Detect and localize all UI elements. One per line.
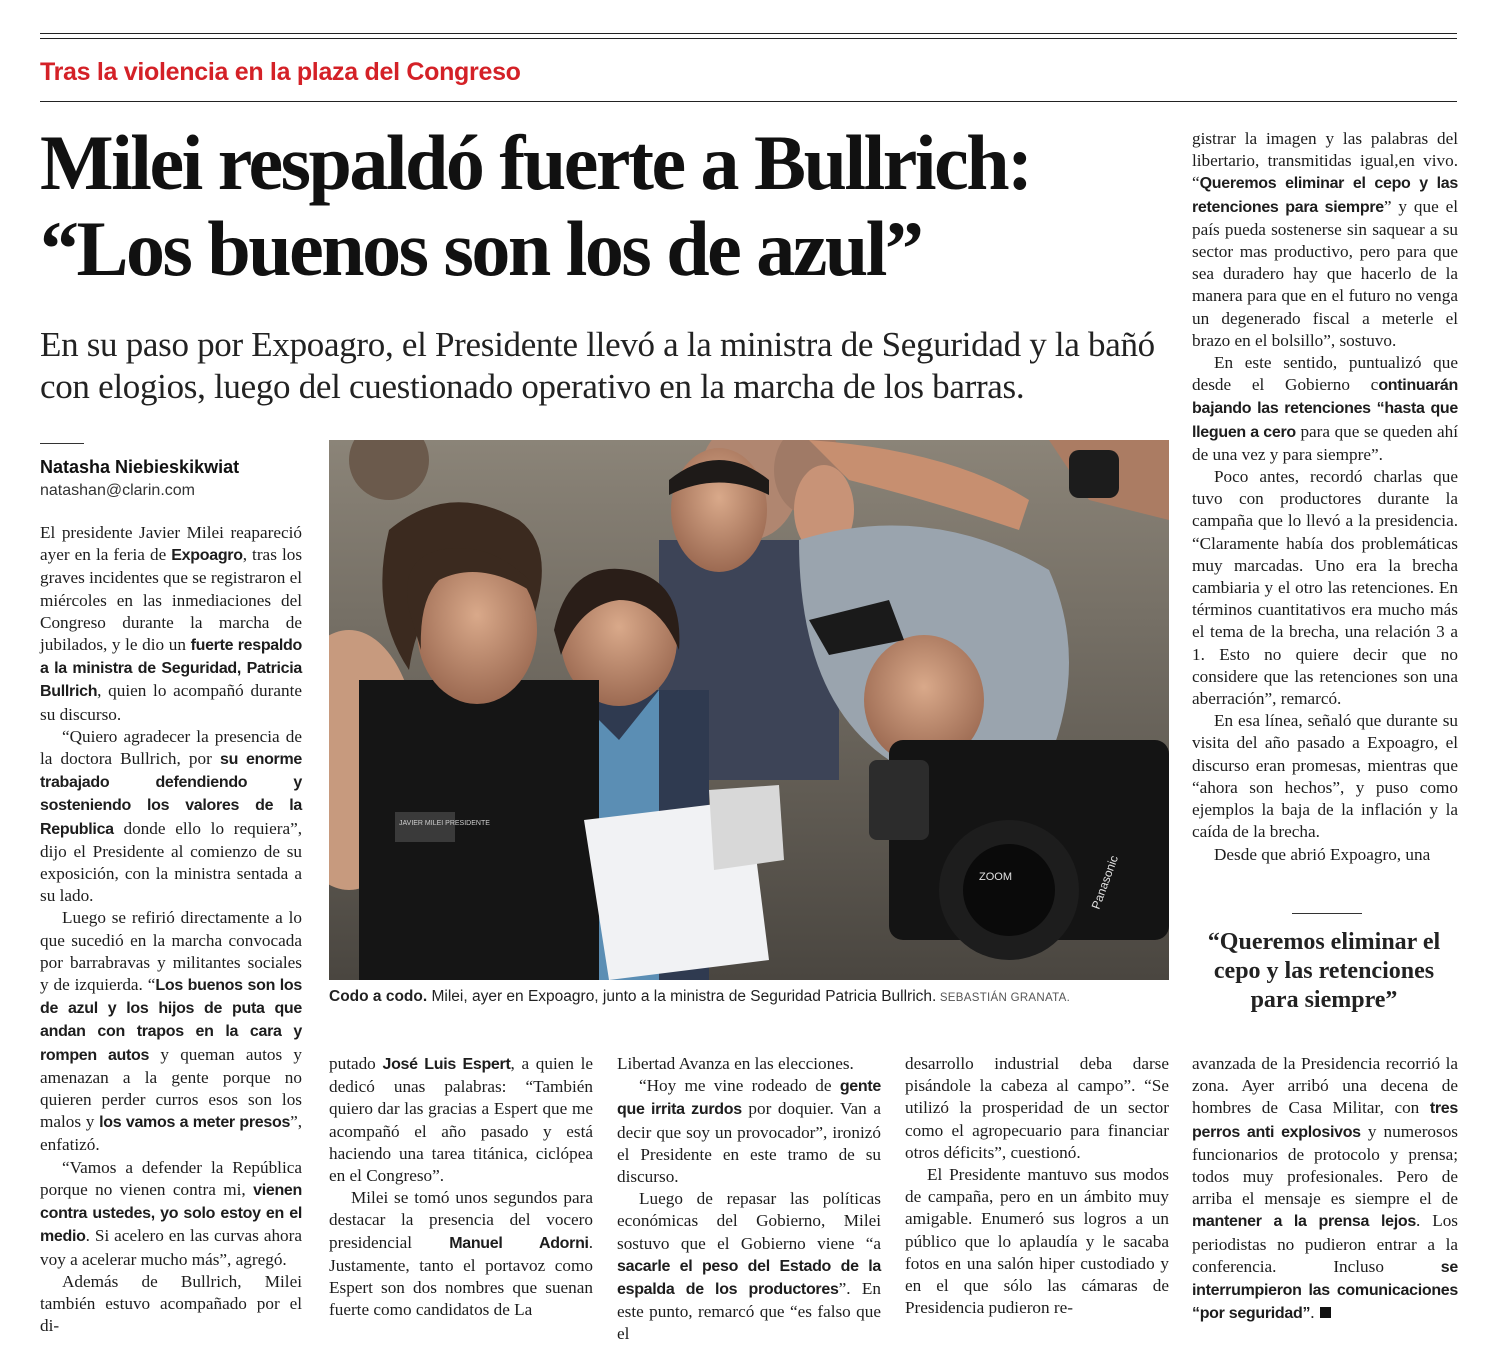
- paragraph: El Presidente mantuvo sus modos de campaña, pero en un ámbito muy amigable. Enumeró sus logros a un público que lo aplaudía y le sacaba fotos en una salón hiper custodiado y en el que sólo las cámaras de Presidencia pudieron re-: [905, 1165, 1169, 1318]
- paragraph: avanzada de la Presidencia recorrió la zona. Ayer arribó una decena de hombres de Casa Militar, con tres perros anti explosivos y numerosos funcionarios de protocolo y prensa; todos muy profesionales. Pero de arriba el mensaje es siempre el de mantener a la prensa lejos. Los periodistas no pudieron entrar a la conferencia. Incluso se interrumpieron las comunicaciones “por seguridad”.: [1192, 1054, 1458, 1323]
- paragraph: Luego de repasar las políticas económicas del Gobierno, Milei sostuvo que el Gobierno viene “a sacarle el peso del Estado de la espalda de los productores”. En este punto, remarcó que “es falso que el: [617, 1189, 881, 1344]
- camera-brand: Panasonic: [1088, 853, 1121, 912]
- top-rule: [40, 33, 1457, 34]
- top-rule-double: [40, 38, 1457, 39]
- news-photo: [329, 440, 1169, 980]
- paragraph: “Quiero agradecer la presencia de la doctora Bullrich, por su enorme trabajado defendiendo y sosteniendo los valores de la Republica donde ello lo requiera”, dijo el Presidente al comienzo de su exposición, con la ministra sentada a su lado.: [40, 726, 303, 906]
- paragraph: Además de Bullrich, Milei también estuvo acompañado por el di-: [40, 1271, 302, 1336]
- paragraph: “Vamos a defender la República porque no vienen contra mi, vienen contra ustedes, yo solo estoy en el medio. Si acelero en las curvas ahora voy a acelerar mucho más”, agregó.: [40, 1157, 302, 1269]
- headline: [40, 120, 1180, 292]
- photo-illustration: [329, 440, 1169, 980]
- caption-text: Milei, ayer en Expoagro, junto a la ministra de Seguridad Patricia Bullrich.: [427, 988, 937, 1005]
- article-column-5-bottom: [1192, 1053, 1458, 1325]
- caption-lead: Codo a codo.: [329, 988, 428, 1005]
- photo-caption: [329, 988, 1189, 1006]
- article-column-2: [329, 1053, 593, 1321]
- pullquote-rule: [1292, 913, 1362, 914]
- byline-author: Natasha Niebieskikwiat: [40, 457, 240, 477]
- paragraph: Desde que abrió Expoagro, una: [1214, 844, 1431, 864]
- paragraph: putado José Luis Espert, a quien le dedicó unas palabras: “También quiero dar las gracias a Espert que me acompañó el año pasado y está haciendo una tarea titánica, ciclópea en el Congreso”.: [329, 1054, 594, 1186]
- article-column-5-top: [1192, 128, 1458, 866]
- end-mark-icon: [1320, 1307, 1331, 1318]
- paragraph: Libertad Avanza en las elecciones.: [617, 1054, 854, 1073]
- paragraph: Poco antes, recordó charlas que tuvo con productores durante la campaña que lo llevó a la presidencia. “Claramente había dos problemáticas muy marcadas. Uno era la brecha cambiaria y el otro las retenciones. En términos cuantitativos era mucho más el tema de la brecha, una relación 3 a 1. Esto no quiere decir que no considere que las retenciones son una aberración”, remarcó.: [1192, 467, 1458, 709]
- paragraph: Milei se tomó unos segundos para destacar la presencia del vocero presidencial Manuel Adorni. Justamente, tanto el portavoz como Espert son dos nombres que suenan fuerte como candidatos de La: [329, 1188, 593, 1320]
- paragraph: En este sentido, puntualizó que desde el Gobierno continuarán bajando las retenciones “hasta que lleguen a cero para que se queden ahí de una vez y para siempre”.: [1192, 353, 1458, 464]
- pullquote: “Queremos eliminar el cepo y las retenciones para siempre”: [1207, 929, 1441, 1013]
- milei-badge: JAVIER MILEI PRESIDENTE: [399, 820, 490, 827]
- byline-rule: [40, 443, 84, 444]
- deck-subheadline: En su paso por Expoagro, el Presidente llevó a la ministra de Seguridad y la bañó con elogios, luego del cuestionado operativo en la marcha de los barras.: [40, 325, 1155, 406]
- headline-line-2: “Los buenos son los de azul”: [40, 205, 922, 292]
- article-column-1: [40, 522, 302, 1337]
- headline-line-1: Milei respaldó fuerte a Bullrich:: [40, 119, 1031, 206]
- kicker: Tras la violencia en la plaza del Congreso: [40, 58, 521, 86]
- lens-label: ZOOM: [979, 871, 1012, 883]
- kicker-rule: [40, 101, 1457, 102]
- article-column-4: [905, 1053, 1169, 1319]
- wristwatch: [1069, 450, 1119, 498]
- byline-email[interactable]: natashan@clarin.com: [40, 482, 195, 499]
- article-column-3: [617, 1053, 881, 1346]
- paragraph: En esa línea, señaló que durante su visita del año pasado a Expoagro, el discurso eran promesas, mientras que “ahora son hechos”, y puso como ejemplos la baja de la inflación y la caída de la brecha.: [1192, 711, 1458, 842]
- paragraph: El presidente Javier Milei reapareció ayer en la feria de Expoagro, tras los graves incidentes que se registraron el miércoles en las inmediaciones del Congreso durante la marcha de jubilados, y le dio un fuerte respaldo a la ministra de Seguridad, Patricia Bullrich, quien lo acompañó durante su discurso.: [40, 523, 303, 724]
- paragraph: gistrar la imagen y las palabras del libertario, transmitidas igual,en vivo. “Queremos eliminar el cepo y las retenciones para siempre” y que el país pueda sostenerse sin saquear a su sector mas productivo, pero para que sea duradero hay que hacerlo de la manera para que en el futuro no venga un degenerado fiscal a meterle el brazo en el bolsillo”, sostuvo.: [1192, 129, 1458, 350]
- paragraph: “Hoy me vine rodeado de gente que irrita zurdos por doquier. Van a decir que soy un provocador”, ironizó el Presidente en este tramo de su discurso.: [617, 1076, 881, 1187]
- photo-credit: SEBASTIÁN GRANATA.: [936, 992, 1071, 1004]
- paragraph: desarrollo industrial deba darse pisándole la cabeza al campo”. “Se utilizó la prosperidad de un sector como el agropecuario para financiar otros déficits”, cuestionó.: [905, 1054, 1169, 1162]
- paragraph: Luego se refirió directamente a lo que sucedió en la marcha convocada por barrabravas y militantes sociales y de izquierda. “Los buenos son los de azul y los hijos de puta que andan con trapos en la cara y rompen autos y queman autos y amenazan a la gente porque no quieren perder curros esos son los malos y los vamos a meter presos”, enfatizó.: [40, 908, 303, 1155]
